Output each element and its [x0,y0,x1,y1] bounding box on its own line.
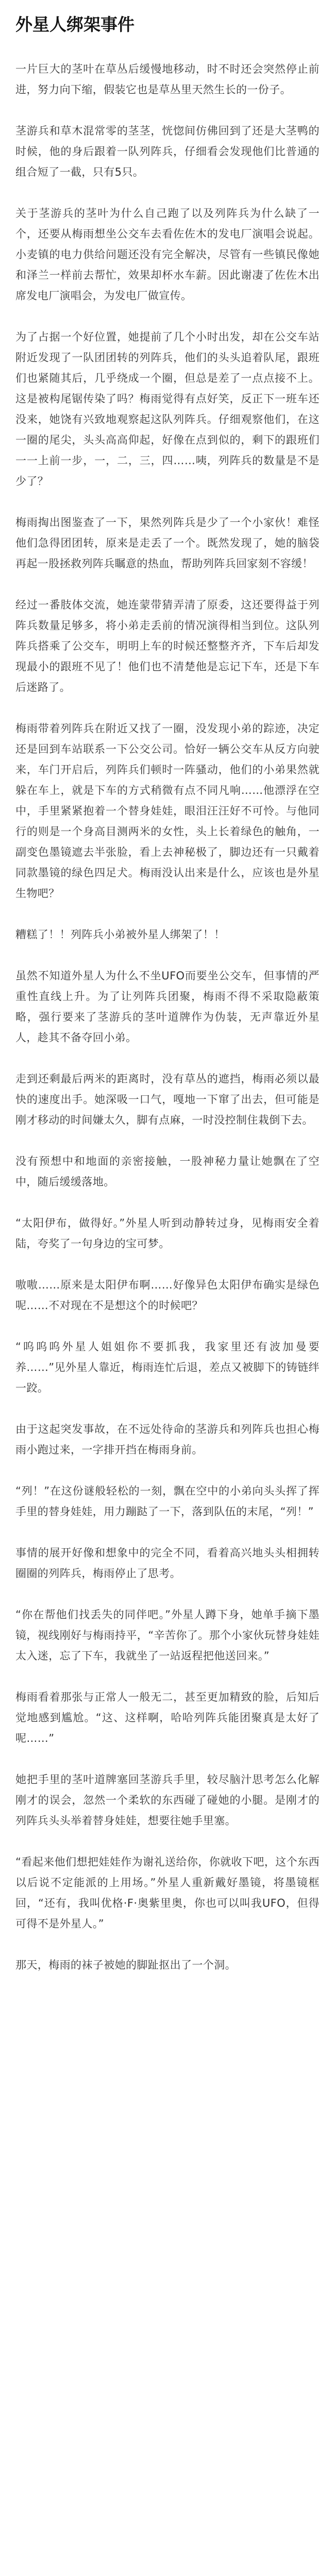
paragraph: 梅雨带着列阵兵在附近又找了一圈，没发现小弟的踪迹，决定还是回到车站联系一下公交公司。恰好一辆公交车从反方向驶来，车门开启后，列阵兵们顿时一阵骚动，他们的小弟果然就躲在车上，就是下车的方式稍微有点不同凡响……他漂浮在空中，手里紧紧抱着一个替身娃娃，眼泪汪汪好不可怜。与他同行的则是一个身高目测两米的女性，头上长着绿色的触角，一副变色墨镜遮去半张脸，看上去神秘极了，脚边还有一只戴着同款墨镜的绿色四足犬。梅雨没认出来是什么，应该也是外星生物吧？ [15,722,320,900]
paragraph: “列！”在这份谜般轻松的一刻，飘在空中的小弟向头头挥了挥手里的替身娃娃，用力蹦跶了一下，落到队伍的末尾，“列！” [15,1485,320,1518]
paragraph: 梅雨掏出图鉴查了一下，果然列阵兵是少了一个小家伙！难怪他们急得团团转，原来是走丢了一个。既然发现了，她的脑袋再起一股拯救列阵兵瞩意的热血，帮助列阵兵回家刻不容缓！ [15,516,320,570]
paragraph: “呜呜呜外星人姐姐你不要抓我，我家里还有波加曼要养……”见外星人靠近，梅雨连忙后退，差点又被脚下的铸链绊一跤。 [15,1341,320,1394]
paragraph: 茎游兵和草木混常零的茎茎，恍惚间仿佛回到了还是大茎鸭的时候，他的身后跟着一队列阵兵，仔细看会发现他们比普通的组合短了一截，只有5只。 [15,125,320,178]
article-title: 外星人绑架事件 [15,14,135,35]
paragraph: 关于茎游兵的茎叶为什么自己跑了以及列阵兵为什么缺了一个，还要从梅雨想坐公交车去看佐佐木的发电厂演唱会说起。小麦镇的电力供给问题还没有完全解决，尽管有一些镇民像她和泽兰一样前去帮忙，效果却杯水车薪。因此谢凄了佐佐木出席发电厂演唱会，为发电厂做宣传。 [15,207,320,302]
paragraph: 走到还剩最后两米的距离时，没有草丛的遮挡，梅雨必须以最快的速度出手。她深吸一口气，嘎地一下窜了出去，但可能是刚才移动的时间嫌太久，脚有点麻，一时没控制住栽倒下去。 [15,1073,320,1126]
paragraph: 没有预想中和地面的亲密接触，一股神秘力量让她飘在了空中，随后缓缓落地。 [15,1155,320,1188]
paragraph: 虽然不知道外星人为什么不坐UFO而要坐公交车，但事情的严重性直线上升。为了让列阵兵团聚，梅雨不得不采取隐蔽策略，强行要来了茎游兵的茎叶道牌作为伪装，无声靠近外星人，趁其不备夺回小弟。 [15,970,320,1044]
paragraph: 经过一番肢体交流，她连蒙带猜弄清了原委，这还要得益于列阵兵数量足够多，将小弟走丢前的情况演得相当到位。这队列阵兵搭乘了公交车，明明上车的时候还整整齐齐，下车后却发现最小的跟班不见了！他们也不清楚他是忘记下车，还是下车后迷路了。 [15,599,320,693]
paragraph: “你在帮他们找丢失的同伴吧。”外星人蹲下身，她单手摘下墨镜，视线刚好与梅雨持平，“辛苦你了。那个小家伙玩替身娃娃太入迷，忘了下车，我就坐了一站返程把他送回来。” [15,1608,320,1662]
article-body [15,59,320,1975]
paragraph: 为了占据一个好位置，她提前了几个小时出发，却在公交车站附近发现了一队团团转的列阵兵，他们的头头追着队尾，跟班们也紧随其后，几乎绕成一个圈，但总是差了一点点接不上。这是被构尾锯传染了吗？梅雨觉得有点好笑，反正下一班车还没来，她饶有兴致地观察起这队列阵兵。仔细观察他们，在这一圈的尾尖，头头高高仰起，好像在点到似的，剩下的跟班们一一上前一步，一，二，三，四……咦，列阵兵的数量是不是少了？ [15,331,320,487]
paragraph: 那天，梅雨的袜子被她的脚趾抠出了一个洞。 [15,1959,236,1971]
paragraph: “太阳伊布，做得好。”外星人听到动静转过身，见梅雨安全着陆，夸奖了一句身边的宝可梦。 [15,1217,320,1250]
paragraph: 一片巨大的茎叶在草丛后缓慢地移动，时不时还会突然停止前进，努力向下缩，假装它也是草丛里天然生长的一份子。 [15,63,320,96]
paragraph: 梅雨看着那张与正常人一般无二，甚至更加精致的脸，后知后觉地感到尴尬。“这、这样啊，哈哈列阵兵能团聚真是太好了呢……” [15,1691,320,1744]
paragraph: 由于这起突发事故，在不远处待命的茎游兵和列阵兵也担心梅雨小跑过来，一字排开挡在梅雨身前。 [15,1423,320,1456]
paragraph: 嗷嗷……原来是太阳伊布啊……好像异色太阳伊布确实是绿色呢……不对现在不是想这个的时候吧？ [15,1279,320,1312]
paragraph: 事情的展开好像和想象中的完全不同，看着高兴地头头相拥转圈圈的列阵兵，梅雨停止了思考。 [15,1547,320,1580]
paragraph: 糟糕了！！列阵兵小弟被外星人绑架了！！ [15,928,225,941]
paragraph: 她把手里的茎叶道牌塞回茎游兵手里，较尽脑汁思考怎么化解刚才的误会，忽然一个柔软的东西碰了碰她的小腿。是刚才的列阵兵头头举着替身娃娃，想要往她手里塞。 [15,1773,320,1827]
paragraph: “看起来他们想把娃娃作为谢礼送给你，你就收下吧，这个东西以后说不定能派的上用场。”外星人重新戴好墨镜，将墨镜框回，“还有，我叫优格·F·奥紫里奥，你也可以叫我UFO，但得可得不是外星人。” [15,1856,320,1930]
